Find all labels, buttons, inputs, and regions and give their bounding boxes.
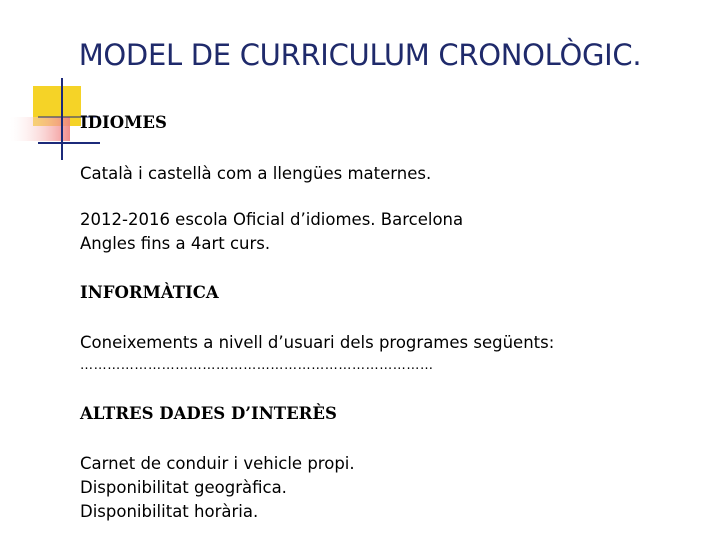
decorative-squares-graphic xyxy=(0,0,100,170)
text-line: Disponibilitat geogràfica. xyxy=(80,478,287,497)
text-line: Disponibilitat horària. xyxy=(80,502,259,521)
text-line: Carnet de conduir i vehicle propi. xyxy=(80,454,355,473)
page-title: MODEL DE CURRICULUM CRONOLÒGIC. xyxy=(78,38,642,72)
text-line: Català i castellà com a llengües maternes. xyxy=(80,164,432,183)
text-line: Angles fins a 4art curs. xyxy=(80,234,271,253)
dotted-placeholder-line: …………………………………………………………………… xyxy=(80,358,434,373)
section-heading-idiomes: IDIOMES xyxy=(80,113,167,132)
text-line: 2012-2016 escola Oficial d’idiomes. Barcelona xyxy=(80,210,464,229)
section-heading-informatica: INFORMÀTICA xyxy=(80,283,219,302)
text-line: Coneixements a nivell d’usuari dels programes següents: xyxy=(80,333,555,352)
section-heading-altres-dades: ALTRES DADES D’INTERÈS xyxy=(80,404,337,423)
